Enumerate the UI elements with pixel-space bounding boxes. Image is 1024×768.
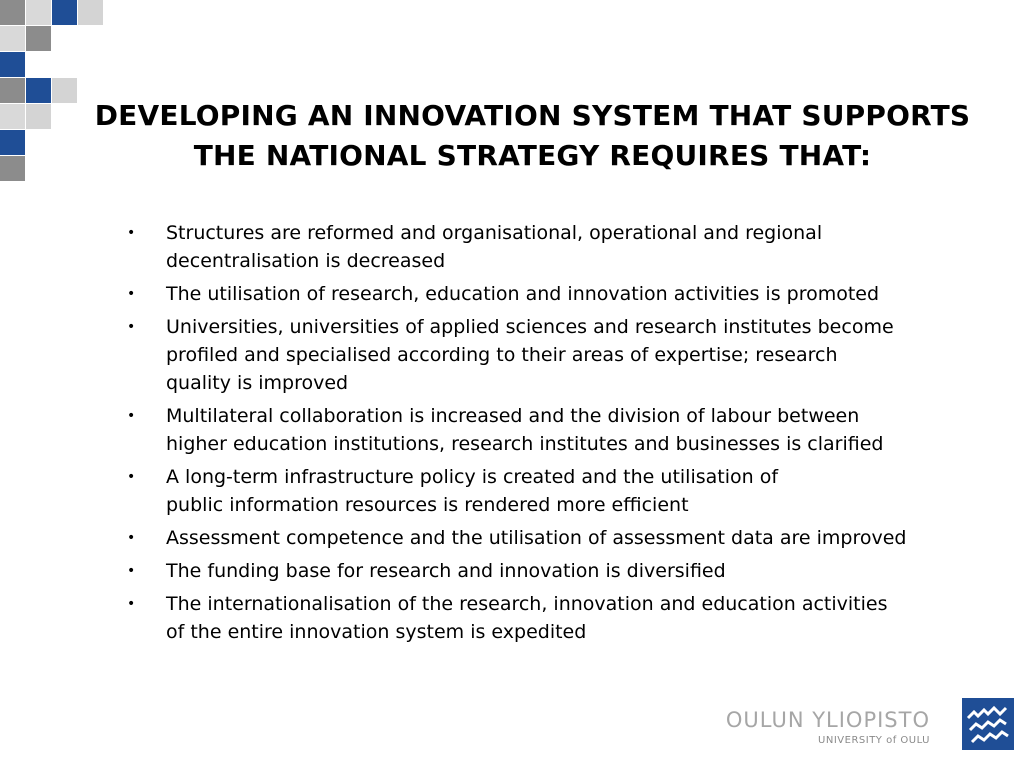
- bullet-item: [127, 524, 977, 552]
- deco-square: [0, 104, 25, 129]
- bullet-text: higher education institutions, research institutes and businesses is clarified: [166, 433, 884, 455]
- bullet-marker: •: [127, 530, 136, 546]
- bullet-item: [127, 402, 977, 458]
- bullet-list: [127, 219, 977, 651]
- deco-square: [26, 0, 51, 25]
- university-logo: [725, 698, 1014, 750]
- bullet-text: Universities, universities of applied sciences and research institutes become: [166, 316, 894, 338]
- bullet-item: [127, 313, 977, 397]
- bullet-item: [127, 280, 977, 308]
- slide-title-line: THE NATIONAL STRATEGY REQUIRES THAT:: [193, 139, 872, 172]
- deco-square: [78, 0, 103, 25]
- bullet-text: The utilisation of research, education and innovation activities is promoted: [166, 283, 880, 305]
- bullet-text: of the entire innovation system is expedited: [166, 621, 587, 643]
- bullet-marker: •: [127, 596, 136, 612]
- university-emblem-icon: [962, 698, 1014, 750]
- bullet-item: [127, 590, 977, 646]
- bullet-marker: •: [127, 286, 136, 302]
- bullet-item: [127, 557, 977, 585]
- deco-square: [52, 78, 77, 103]
- deco-square: [52, 0, 77, 25]
- deco-square: [26, 78, 51, 103]
- deco-square: [26, 104, 51, 129]
- slide-title: [90, 96, 975, 176]
- bullet-item: [127, 219, 977, 275]
- bullet-marker: •: [127, 563, 136, 579]
- bullet-text: profiled and specialised according to their areas of expertise; research: [166, 344, 838, 366]
- deco-square: [0, 0, 25, 25]
- bullet-text: A long-term infrastructure policy is created and the utilisation of: [166, 466, 779, 488]
- bullet-text: The funding base for research and innovation is diversified: [166, 560, 726, 582]
- logo-name-finnish: OULUN YLIOPISTO: [725, 708, 930, 732]
- bullet-marker: •: [127, 319, 136, 335]
- bullet-marker: •: [127, 408, 136, 424]
- bullet-text: Assessment competence and the utilisation of assessment data are improved: [166, 527, 907, 549]
- deco-square: [0, 78, 25, 103]
- deco-square: [0, 52, 25, 77]
- bullet-item: [127, 463, 977, 519]
- deco-square: [0, 26, 25, 51]
- bullet-text: The internationalisation of the research, innovation and education activities: [166, 593, 888, 615]
- bullet-marker: •: [127, 225, 136, 241]
- bullet-text: decentralisation is decreased: [166, 250, 446, 272]
- bullet-text: quality is improved: [166, 372, 349, 394]
- deco-square: [0, 156, 25, 181]
- bullet-text: public information resources is rendered more efficient: [166, 494, 689, 516]
- slide-title-line: DEVELOPING AN INNOVATION SYSTEM THAT SUPPORTS: [94, 99, 971, 132]
- bullet-text: Structures are reformed and organisational, operational and regional: [166, 222, 823, 244]
- deco-square: [0, 130, 25, 155]
- bullet-marker: •: [127, 469, 136, 485]
- bullet-text: Multilateral collaboration is increased and the division of labour between: [166, 405, 860, 427]
- logo-name-english: UNIVERSITY of OULU: [818, 735, 930, 746]
- deco-square: [26, 26, 51, 51]
